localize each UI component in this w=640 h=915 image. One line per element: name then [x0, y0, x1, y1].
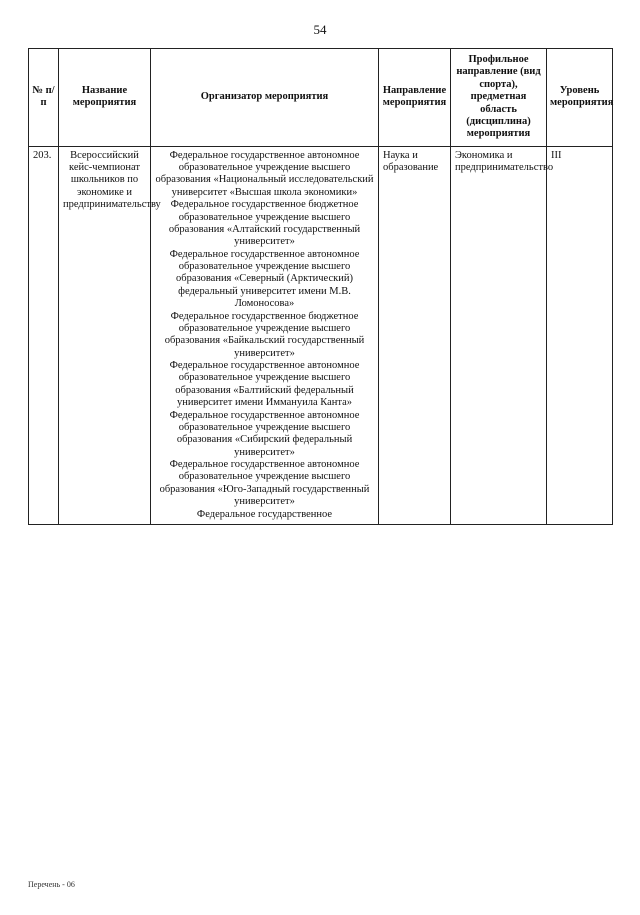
organizer-item: Федеральное государственное [196, 508, 333, 520]
header-num: № п/п [29, 49, 59, 147]
organizer-item: Федеральное государственное бюджетное образовательное учреждение высшего образования «Байкальский государственный университет» [164, 310, 365, 359]
header-organizer: Организатор мероприятия [151, 49, 379, 147]
organizer-item: Федеральное государственное автономное образовательное учреждение высшего образования «Балтийский федеральный университет имени Иммануила Канта» [169, 360, 360, 409]
table-row [29, 146, 613, 524]
organizer-item: Федеральное государственное автономное образовательное учреждение высшего образования «Сибирский федеральный университет» [169, 409, 360, 458]
organizer-item: Федеральное государственное автономное образовательное учреждение высшего образования «Северный (Арктический) федеральный университет имени М.В. Ломоносова» [169, 248, 360, 310]
header-name: Название мероприятия [59, 49, 151, 147]
event-name: Всероссийский кейс-чемпионат школьников по экономике и предпринимательству [59, 146, 151, 524]
organizer-item: Федеральное государственное бюджетное образовательное учреждение высшего образования «Алтайский государственный университет» [168, 199, 361, 248]
header-profile: Профильное направление (вид спорта), предметная область (дисциплина) мероприятия [451, 49, 547, 147]
table-header-row [29, 49, 613, 147]
organizers-cell [151, 146, 379, 524]
page-number: 54 [313, 22, 327, 37]
header-direction: Направление мероприятия [379, 49, 451, 147]
footer-label: Перечень - 06 [28, 880, 75, 889]
organizer-item: Федеральное государственное автономное образовательное учреждение высшего образования «Юго-Западный государственный университет» [159, 459, 370, 508]
organizer-item: Федеральное государственное автономное образовательное учреждение высшего образования «Национальный исследовательский университет «Высшая школа экономики» [155, 149, 374, 198]
row-num: 203. [29, 146, 59, 524]
events-table [28, 48, 613, 525]
event-direction: Наука и образование [379, 146, 451, 524]
event-level: III [547, 146, 613, 524]
header-level: Уровень мероприятия [547, 49, 613, 147]
event-profile: Экономика и предпринимательство [451, 146, 547, 524]
